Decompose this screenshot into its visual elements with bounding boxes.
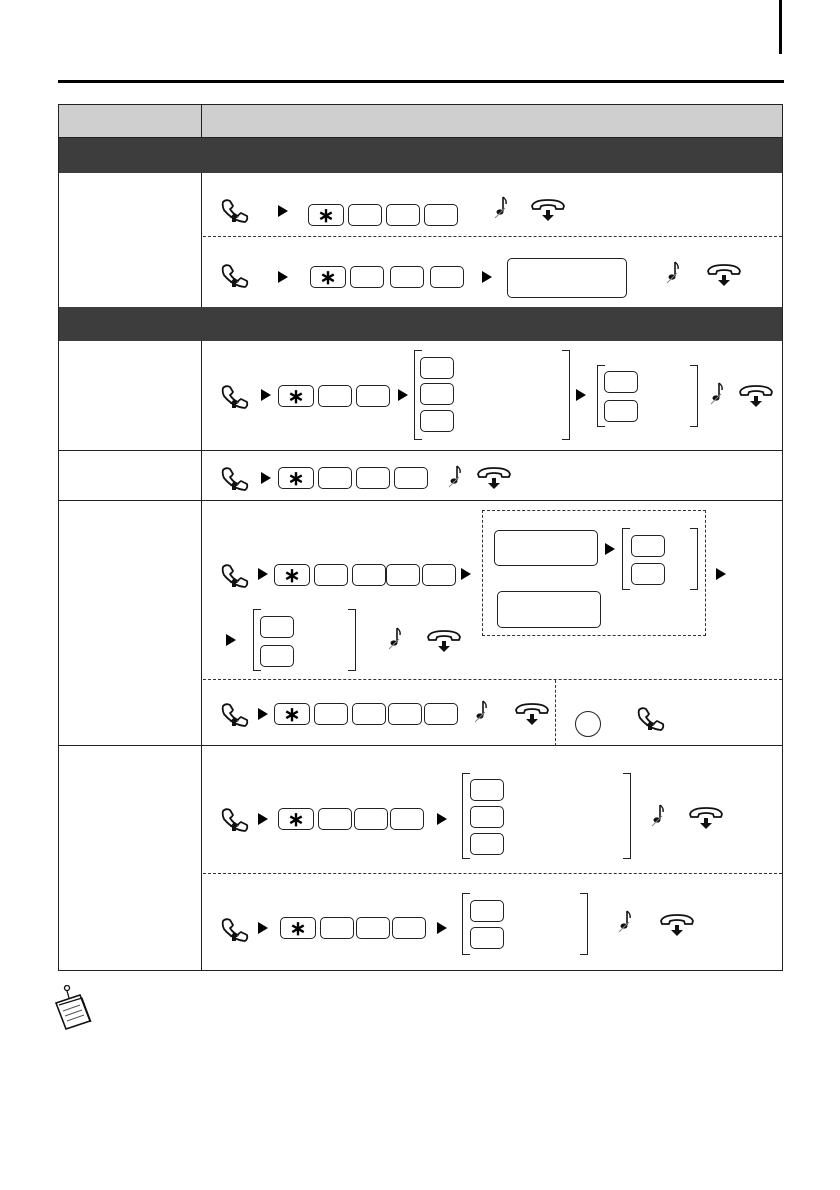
option-key [604,371,638,393]
option-bracket-left [462,893,470,955]
row-divider-dashed [203,236,782,237]
handset-onhook-icon [706,263,742,294]
dial-key [386,204,420,226]
dial-key [354,808,388,830]
confirmation-tone-icon [474,698,490,729]
dial-key [318,385,352,407]
page-edge-marker [779,0,782,54]
star-key: ∗ [278,467,314,489]
section-bar-2 [58,307,783,341]
option-bracket-right [348,609,356,671]
star-key: ∗ [308,204,344,226]
row-4-label-cell [59,501,202,745]
dial-key [314,564,348,586]
star-key: ∗ [280,917,316,939]
option-bracket-right [623,773,631,859]
option-key [420,383,454,405]
row-2-label-cell [59,341,202,450]
dial-key [390,808,424,830]
handset-offhook-icon [220,807,254,838]
row-1-label-cell [59,173,202,307]
handset-onhook-icon [514,702,550,733]
dial-key [318,467,352,489]
option-key [470,806,504,828]
option-bracket-left [462,773,470,859]
row-3-label-cell [59,451,202,500]
handset-onhook-icon [738,384,774,415]
option-bracket-left [622,528,630,590]
arrow-icon [437,813,447,825]
arrow-icon [716,568,726,580]
dial-key [386,564,420,586]
dial-key [424,703,458,725]
section-bar-1 [58,138,783,173]
handset-offhook-icon [220,384,254,415]
arrow-icon [605,543,615,555]
row-divider-dashed [203,873,782,874]
handset-offhook-icon [636,706,670,737]
row-5-label-cell [59,746,202,970]
option-key [470,900,504,922]
option-bracket-right [690,528,698,590]
option-key [470,927,504,949]
star-key: ∗ [310,266,346,288]
dial-key [352,703,386,725]
arrow-icon [437,922,447,934]
star-key: ∗ [278,385,314,407]
arrow-icon [278,205,288,217]
confirmation-tone-icon [388,625,404,656]
option-key [470,833,504,855]
arrow-icon [258,813,268,825]
arrow-icon [258,708,268,720]
arrow-icon [258,922,268,934]
input-box [507,258,627,298]
star-key: ∗ [274,564,310,586]
arrow-icon [258,568,268,580]
dial-key [388,703,422,725]
dial-key [392,917,426,939]
table-header-row [58,104,783,138]
note-icon [50,985,96,1036]
dial-key [356,467,390,489]
arrow-icon [278,271,288,283]
handset-onhook-icon [426,629,462,660]
dial-key [394,467,428,489]
dial-key [348,204,382,226]
confirmation-tone-icon [666,259,682,290]
star-key: ∗ [278,808,314,830]
dial-key [422,564,456,586]
page-top-rule [58,80,784,83]
handset-onhook-icon [688,806,724,837]
handset-offhook-icon [220,198,254,229]
handset-offhook-icon [220,702,254,733]
dial-key [356,917,390,939]
option-key [470,779,504,801]
table-header-left-cell [59,105,202,137]
handset-offhook-icon [220,563,254,594]
arrow-icon [482,271,492,283]
option-key [604,400,638,422]
row-divider-dashed [203,679,782,680]
handset-onhook-icon [476,466,512,497]
handset-onhook-icon [530,198,566,229]
confirmation-tone-icon [651,802,667,833]
arrow-icon [398,389,408,401]
input-box [494,530,598,566]
option-key [420,357,454,379]
dial-key [314,703,348,725]
dial-key [352,564,386,586]
arrow-icon [461,568,471,580]
option-bracket-right [562,350,570,440]
handset-offhook-icon [220,917,254,948]
option-bracket-right [580,893,588,955]
dial-key [350,266,384,288]
confirmation-tone-icon [618,908,634,939]
dial-key [430,266,464,288]
option-bracket-right [690,365,698,427]
confirmation-tone-icon [494,194,510,225]
option-key [420,410,454,432]
dial-key [320,917,354,939]
arrow-icon [261,389,271,401]
dial-key [356,385,390,407]
star-key: ∗ [274,703,310,725]
dial-key [424,204,458,226]
confirmation-tone-icon [710,380,726,411]
dial-key [390,266,424,288]
option-key [631,563,665,585]
input-box [497,591,601,628]
dial-key [318,808,352,830]
confirmation-tone-icon [448,463,464,494]
column-divider-dashed [555,680,556,746]
ringing-indicator-circle [575,711,601,737]
handset-onhook-icon [659,913,695,944]
option-key [631,535,665,557]
option-key [260,645,294,667]
option-key [260,616,294,638]
arrow-icon [226,634,236,646]
handset-offhook-icon [220,263,254,294]
handset-offhook-icon [220,466,254,497]
arrow-icon [576,389,586,401]
arrow-icon [261,472,271,484]
